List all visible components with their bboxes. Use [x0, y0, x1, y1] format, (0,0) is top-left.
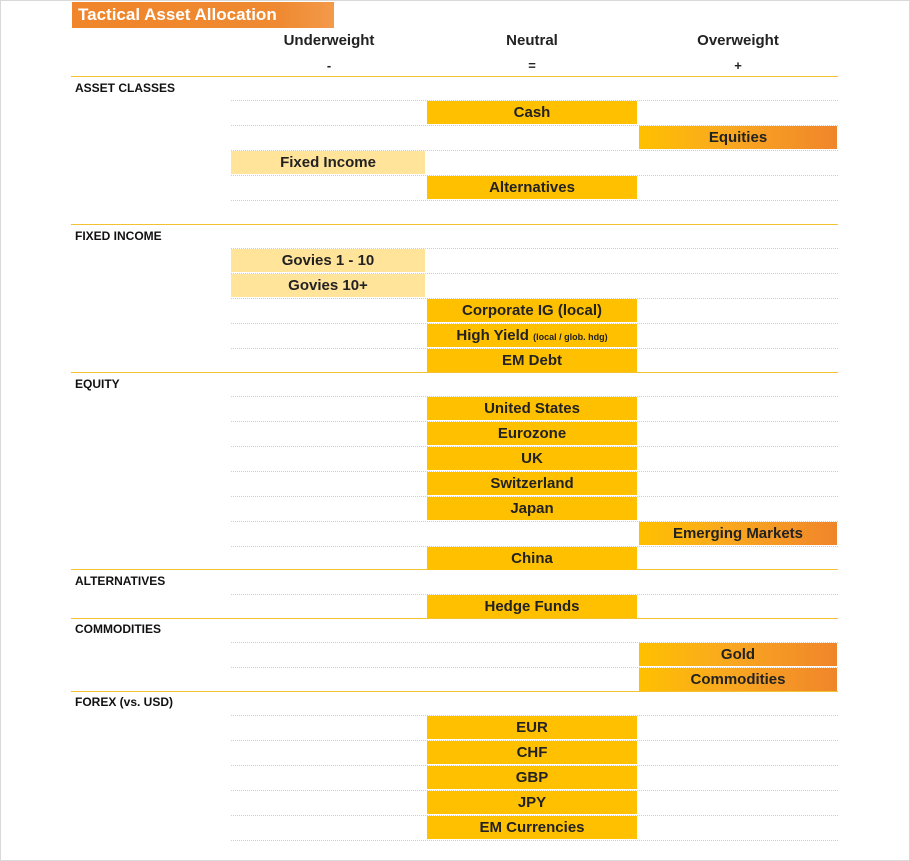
- allocation-commodities: Commodities: [639, 668, 837, 691]
- allocation-china: China: [427, 547, 637, 570]
- section-label-equity: EQUITY: [75, 377, 120, 391]
- section-label-fixed-income: FIXED INCOME: [75, 229, 162, 243]
- section-divider: [71, 76, 838, 77]
- allocation-emerging-markets: Emerging Markets: [639, 522, 837, 545]
- column-symbol-underweight: -: [326, 58, 332, 73]
- allocation-hedge-funds: Hedge Funds: [427, 595, 637, 618]
- allocation-switzerland: Switzerland: [427, 472, 637, 495]
- allocation-gbp: GBP: [427, 766, 637, 789]
- section-label-alternatives: ALTERNATIVES: [75, 574, 166, 588]
- allocation-cash: Cash: [427, 101, 637, 124]
- row-guide: [231, 840, 838, 841]
- row-guide: [231, 200, 838, 201]
- allocation-alternatives: Alternatives: [427, 176, 637, 199]
- high-yield-note: (local / glob. hdg): [533, 332, 608, 342]
- allocation-united-states: United States: [427, 397, 637, 420]
- allocation-uk: UK: [427, 447, 637, 470]
- column-header-overweight: Overweight: [697, 32, 779, 49]
- allocation-eur: EUR: [427, 716, 637, 739]
- column-header-underweight: Underweight: [283, 32, 375, 49]
- column-header-neutral: Neutral: [506, 32, 558, 49]
- section-label-commodities: COMMODITIES: [75, 622, 161, 636]
- column-symbol-neutral: =: [528, 58, 536, 73]
- section-label-asset-classes: ASSET CLASSES: [75, 81, 176, 95]
- allocation-govies-1-10: Govies 1 - 10: [231, 249, 425, 272]
- allocation-govies-10-plus: Govies 10+: [231, 274, 425, 297]
- section-divider: [71, 372, 838, 373]
- section-divider: [71, 691, 838, 692]
- allocation-em-debt: EM Debt: [427, 349, 637, 372]
- section-divider: [71, 618, 838, 619]
- allocation-em-currencies: EM Currencies: [427, 816, 637, 839]
- allocation-high-yield: [427, 324, 637, 347]
- page-title: Tactical Asset Allocation: [72, 2, 334, 28]
- column-symbol-overweight: +: [734, 58, 742, 73]
- allocation-corporate-ig: Corporate IG (local): [427, 299, 637, 322]
- high-yield-label: High Yield: [456, 327, 529, 344]
- allocation-chf: CHF: [427, 741, 637, 764]
- section-divider: [71, 224, 838, 225]
- section-label-forex: FOREX (vs. USD): [75, 695, 174, 709]
- allocation-fixed-income: Fixed Income: [231, 151, 425, 174]
- allocation-gold: Gold: [639, 643, 837, 666]
- allocation-japan: Japan: [427, 497, 637, 520]
- allocation-eurozone: Eurozone: [427, 422, 637, 445]
- allocation-jpy: JPY: [427, 791, 637, 814]
- allocation-equities: Equities: [639, 126, 837, 149]
